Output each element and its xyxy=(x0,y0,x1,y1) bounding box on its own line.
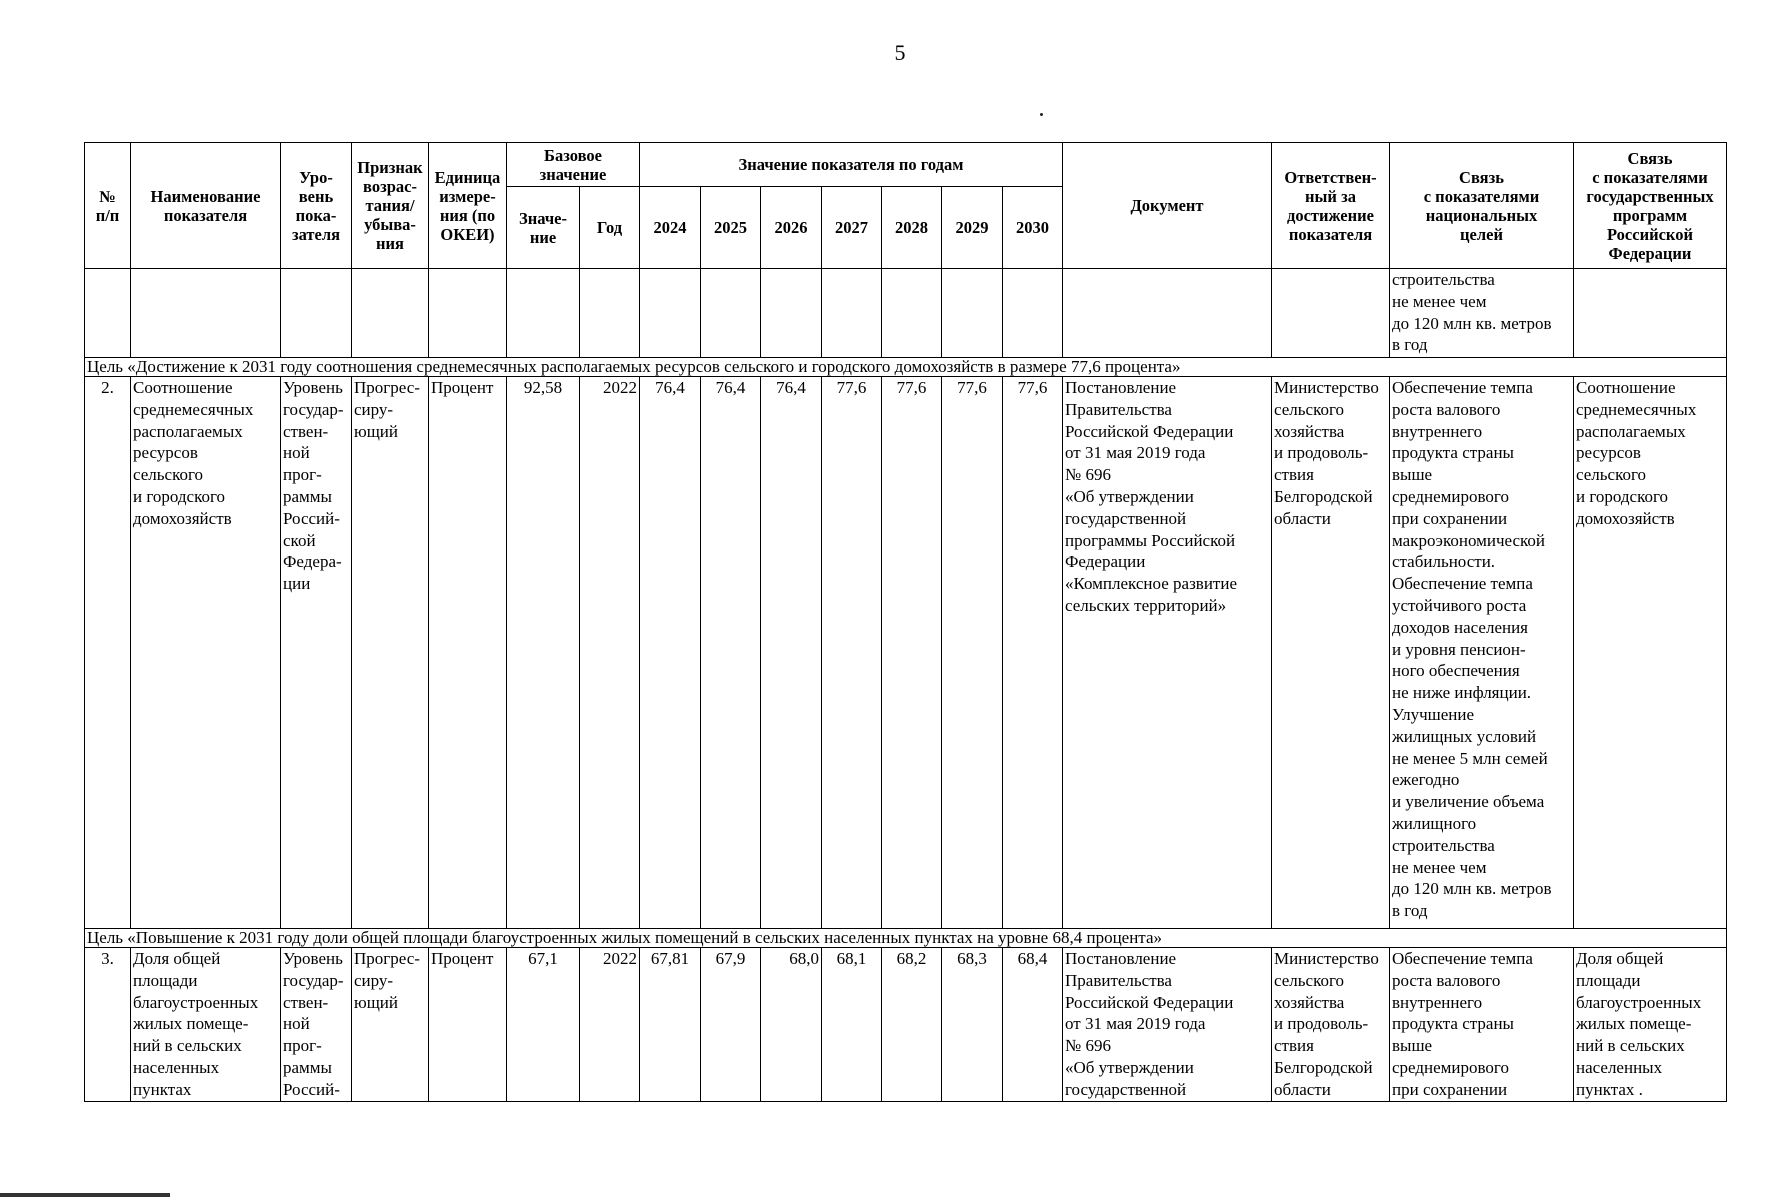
unit-cell: Процент xyxy=(429,377,507,929)
header-level: Уро- вень пока- зателя xyxy=(281,143,352,269)
state-program-cell: Соотношение среднемесячных располагаемых ресурсов сельского и городского домохозяйств xyxy=(1574,377,1727,929)
goal-text: Цель «Повышение к 2031 году доли общей площади благоустроенных жилых помещений в сельских населенных пунктах на уровне 68,4 процента» xyxy=(85,929,1727,948)
year-value-cell: 68,4 xyxy=(1003,948,1063,1102)
header-year: 2025 xyxy=(701,187,761,269)
unit-cell: Процент xyxy=(429,948,507,1102)
year-value-cell: 68,1 xyxy=(822,948,882,1102)
header-responsible: Ответствен- ный за достижение показателя xyxy=(1272,143,1390,269)
row-number: 3. xyxy=(85,948,131,1102)
year-value-cell: 76,4 xyxy=(640,377,701,929)
national-goals-cell: Обеспечение темпа роста валового внутреннего продукта страны выше среднемирового при сохранении xyxy=(1390,948,1574,1102)
page-number: 5 xyxy=(894,40,906,65)
row-number: 2. xyxy=(85,377,131,929)
national-goals-cell: строительства не менее чем до 120 млн кв. метров в год xyxy=(1390,269,1574,358)
document-cell: Постановление Правительства Российской Федерации от 31 мая 2019 года № 696 «Об утверждении государственной программы Российской Федерации «Комплексное развитие сельских территорий» xyxy=(1063,377,1272,929)
header-year: 2027 xyxy=(822,187,882,269)
year-value-cell: 76,4 xyxy=(701,377,761,929)
header-sign: Признак возрас- тания/ убыва- ния xyxy=(352,143,429,269)
header-num: № п/п xyxy=(85,143,131,269)
header-year: 2030 xyxy=(1003,187,1063,269)
year-value-cell: 77,6 xyxy=(882,377,942,929)
sign-cell: Прогрес- сиру- ющий xyxy=(352,377,429,929)
year-value-cell: 77,6 xyxy=(942,377,1003,929)
header-by-years: Значение показателя по годам xyxy=(640,143,1063,187)
base-year-cell: 2022 xyxy=(580,948,640,1102)
indicator-name-cell: Соотношение среднемесячных располагаемых ресурсов сельского и городского домохозяйств xyxy=(131,377,281,929)
header-base: Базовое значение xyxy=(507,143,640,187)
goal-row xyxy=(85,929,1727,948)
indicator-name-cell: Доля общей площади благоустроенных жилых помеще- ний в сельских населенных пунктах xyxy=(131,948,281,1102)
table-row xyxy=(85,948,1727,1102)
header-indicator-name: Наименование показателя xyxy=(131,143,281,269)
year-value-cell: 77,6 xyxy=(1003,377,1063,929)
base-year-cell: 2022 xyxy=(580,377,640,929)
header-year: 2026 xyxy=(761,187,822,269)
header-state-program: Связь с показателями государственных программ Российской Федерации xyxy=(1574,143,1727,269)
header-national-goals: Связь с показателями национальных целей xyxy=(1390,143,1574,269)
year-value-cell: 67,9 xyxy=(701,948,761,1102)
document-cell: Постановление Правительства Российской Федерации от 31 мая 2019 года № 696 «Об утверждении государственной xyxy=(1063,948,1272,1102)
base-value-cell: 67,1 xyxy=(507,948,580,1102)
header-year: 2028 xyxy=(882,187,942,269)
state-program-cell: Доля общей площади благоустроенных жилых помеще- ний в сельских населенных пунктах . xyxy=(1574,948,1727,1102)
year-value-cell: 76,4 xyxy=(761,377,822,929)
header-unit: Единица измере- ния (по ОКЕИ) xyxy=(429,143,507,269)
table-row xyxy=(85,269,1727,358)
responsible-cell: Министерство сельского хозяйства и продоволь- ствия Белгородской области xyxy=(1272,377,1390,929)
goal-row xyxy=(85,358,1727,377)
scan-speck xyxy=(1040,113,1043,116)
header-year: 2029 xyxy=(942,187,1003,269)
header-year: 2024 xyxy=(640,187,701,269)
base-value-cell: 92,58 xyxy=(507,377,580,929)
indicators-table xyxy=(84,142,1727,1102)
year-value-cell: 67,81 xyxy=(640,948,701,1102)
sign-cell: Прогрес- сиру- ющий xyxy=(352,948,429,1102)
header-base-year: Год xyxy=(580,187,640,269)
header-base-value: Значе- ние xyxy=(507,187,580,269)
year-value-cell: 68,2 xyxy=(882,948,942,1102)
level-cell: Уровень государ- ствен- ной прог- раммы Россий- xyxy=(281,948,352,1102)
year-value-cell: 77,6 xyxy=(822,377,882,929)
responsible-cell: Министерство сельского хозяйства и продоволь- ствия Белгородской области xyxy=(1272,948,1390,1102)
year-value-cell: 68,3 xyxy=(942,948,1003,1102)
year-value-cell: 68,0 xyxy=(761,948,822,1102)
table-row xyxy=(85,377,1727,929)
goal-text: Цель «Достижение к 2031 году соотношения среднемесячных располагаемых ресурсов сельского и городского домохозяйств в размере 77,6 процента» xyxy=(85,358,1727,377)
national-goals-cell: Обеспечение темпа роста валового внутреннего продукта страны выше среднемирового при сохранении макроэкономической стабильности. Обеспечение темпа устойчивого роста доходов населения и уровня пенсион- ного обеспечения не ниже инфляции. Улучшение жилищных условий не менее 5 млн семей ежегодно и увеличение объема жилищного строительства не менее чем до 120 млн кв. метров в год xyxy=(1390,377,1574,929)
level-cell: Уровень государ- ствен- ной прог- раммы Россий- ской Федера- ции xyxy=(281,377,352,929)
header-document: Документ xyxy=(1063,143,1272,269)
scan-edge-artifact xyxy=(0,1193,170,1197)
